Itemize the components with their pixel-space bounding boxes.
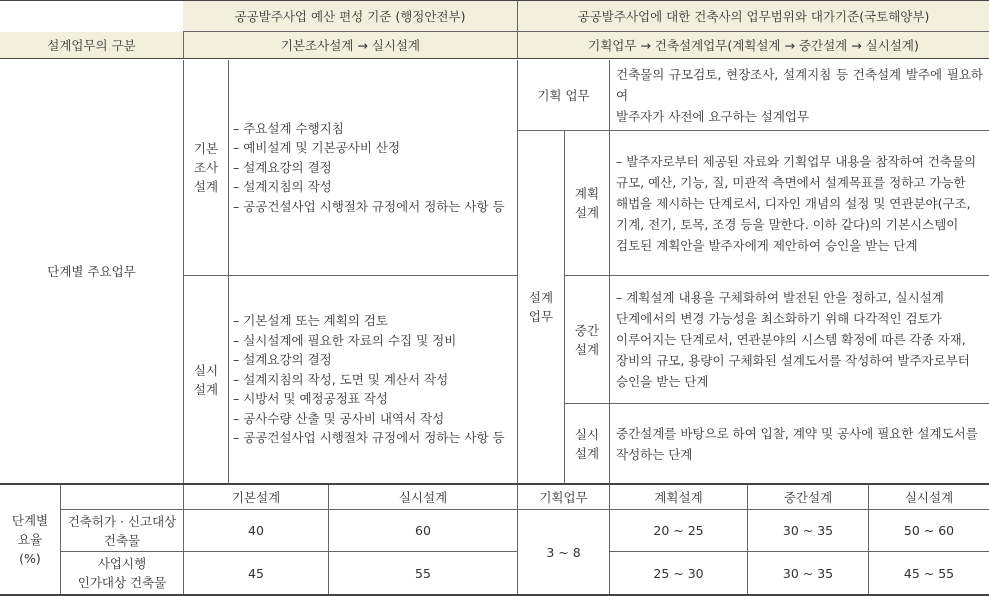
schematic-desc: – 발주자로부터 제공된 자료와 기획업무 내용을 참작하여 건축물의 규모, 예산, 기능, 질, 미관적 측면에서 설계목표를 정하고 가능한 해법을 제시하는 단계로서, 디자인 개념의 설정 및 연관분야(구조, 기계, 전기, 토목, 조경 등을 말한다. 이하 같다)의 기본시스템이 검토된 계획안을 발주자에게 제안하여 승인을 받는 단계 <box>609 131 989 276</box>
basic-survey-label: 기본 조사 설계 <box>183 60 228 276</box>
main-work-label: 단계별 주요업무 <box>47 264 136 279</box>
ratio-col-detail: 실시설계 <box>328 485 517 510</box>
ratio-col-construction: 실시설계 <box>868 485 989 510</box>
ratio-label: 단계별 요율 (%) <box>11 513 49 566</box>
middle-desc: – 계획설계 내용을 구체화하여 발전된 안을 정하고, 실시설계 단계에서의 변경 가능성을 최소화하기 위해 다각적인 검토가 이루어지는 단계로서, 연관분야의 시스템 확정에 따른 각종 자재, 장비의 규모, 용량이 구체화된 설계도서를 작성하여 발주자로부터 승인을 받는 단계 <box>609 276 989 404</box>
design-work-label: 설계 업무 <box>517 131 564 483</box>
construction-label: 실시 설계 <box>564 404 609 483</box>
ratio-row2-detail: 55 <box>328 552 517 594</box>
ratio-col-planning: 기획업무 <box>517 485 609 510</box>
header-right-title: 공공발주사업에 대한 건축사의 업무범위와 대가기준(국토해양부) <box>517 1 989 32</box>
ratio-col-middle: 중간설계 <box>747 485 868 510</box>
bottom-rule <box>0 594 989 596</box>
detail-design-label: 실시 설계 <box>183 276 228 483</box>
ratio-row1-construction: 50 ~ 60 <box>868 510 989 552</box>
ratio-row2-basic: 45 <box>183 552 328 594</box>
ratio-row2-label: 사업시행 인가대상 건축물 <box>60 552 183 594</box>
ratio-col-basic <box>60 485 183 510</box>
ratio-row1-basic: 40 <box>183 510 328 552</box>
basic-survey-items: – 주요설계 수행지침 – 예비설계 및 기본공사비 산정 – 설계요강의 결정 – 설계지침의 작성 – 공공건설사업 시행절차 규정에서 정하는 사항 등 <box>228 60 517 276</box>
left-flow: 기본조사설계 → 실시설계 <box>183 32 517 59</box>
ratio-col-basic-h: 기본설계 <box>183 485 328 510</box>
ratio-planning-value: 3 ~ 8 <box>517 510 609 594</box>
header-corner <box>0 1 183 32</box>
ratio-row2-middle: 30 ~ 35 <box>747 552 868 594</box>
construction-desc: 중간설계를 바탕으로 하여 입찰, 계약 및 공사에 필요한 설계도서를 작성하는 단계 <box>609 404 989 483</box>
ratio-row1-middle: 30 ~ 35 <box>747 510 868 552</box>
ratio-row1-detail: 60 <box>328 510 517 552</box>
planning-label: 기획 업무 <box>517 60 609 131</box>
header-left-title: 공공발주사업 예산 편성 기준 (행정안전부) <box>183 1 517 32</box>
middle-label: 중간 설계 <box>564 276 609 404</box>
ratio-col-schematic: 계획설계 <box>609 485 747 510</box>
planning-desc: 건축물의 규모검토, 현장조사, 설계지침 등 건축설계 발주에 필요하여 발주자가 사전에 요구하는 설계업무 <box>609 60 989 131</box>
ratio-row2-schematic: 25 ~ 30 <box>609 552 747 594</box>
right-flow: 기획업무 → 건축설계업무(계획설계 → 중간설계 → 실시설계) <box>517 32 989 59</box>
category-label: 설계업무의 구분 <box>0 32 183 59</box>
ratio-row1-label: 건축허가 · 신고대상 건축물 <box>60 510 183 552</box>
schematic-label: 계획 설계 <box>564 131 609 276</box>
ratio-row1-schematic: 20 ~ 25 <box>609 510 747 552</box>
detail-design-items: – 기본설계 또는 계획의 검토 – 실시설계에 필요한 자료의 수집 및 정비 – 설계요강의 결정 – 설계지침의 작성, 도면 및 계산서 작성 – 시방서 및 예정공정표 작성 – 공사수량 산출 및 공사비 내역서 작성 – 공공건설사업 시행절차 규정에서 정하는 사항 등 <box>228 276 517 483</box>
ratio-row2-construction: 45 ~ 55 <box>868 552 989 594</box>
